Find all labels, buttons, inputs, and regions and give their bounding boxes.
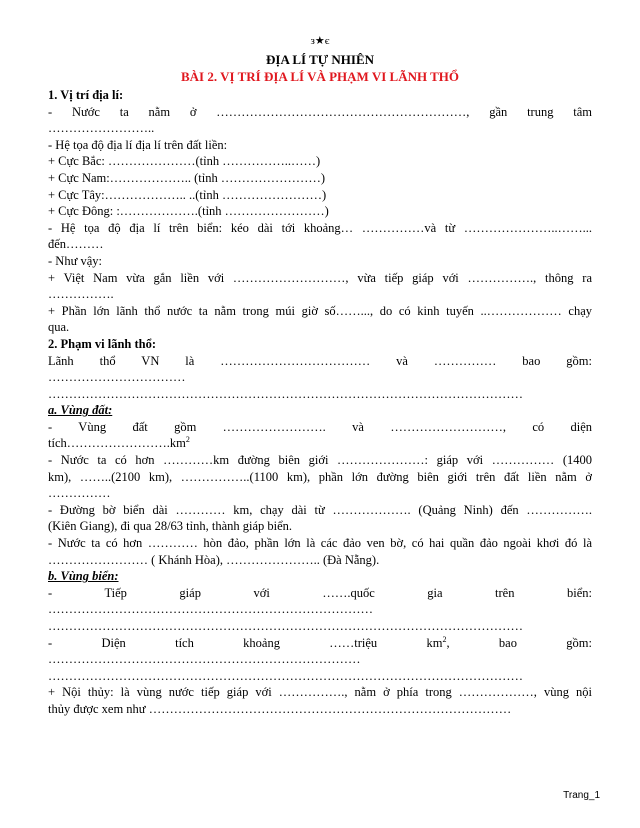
document-page — [48, 34, 592, 718]
text-line: + Cực Tây:……………….. ..(tỉnh ……………………) — [48, 187, 327, 202]
text-line: thủy được xem như …………………………………………………………………………… — [48, 701, 512, 716]
text-line: - Như vậy: — [48, 253, 102, 268]
lesson-title: BÀI 2. VỊ TRÍ ĐỊA LÍ VÀ PHẠM VI LÃNH THỔ — [181, 69, 459, 84]
text-line — [48, 635, 592, 652]
text-fragment: - Diện tích khoảng ……triệu km — [48, 635, 443, 650]
text-line: …………………………………………………………………… — [48, 602, 373, 617]
text-line: (Kiên Giang), đi qua 28/63 tỉnh, thành giáp biển. — [48, 519, 293, 534]
text-line: Lãnh thổ VN là ……………………………… và …………… bao gồm: — [48, 353, 592, 368]
superscript: 2 — [442, 634, 447, 644]
page-title: ĐỊA LÍ TỰ NHIÊN — [266, 52, 374, 67]
text-line: km), ……..(2100 km), ……………..(1100 km), phần lớn đường biên giới trên đất liền nằm ở — [48, 469, 592, 484]
text-line: …………………….. — [48, 121, 155, 136]
text-line: - Đường bờ biển dài ………… km, chạy dài từ ………………. (Quảng Ninh) đến ……………. — [48, 502, 592, 517]
text-line: + Nội thủy: là vùng nước tiếp giáp với ……………., nằm ở phía trong ………………, vùng nội — [48, 685, 592, 700]
text-line: ………………………………………………………………… — [48, 652, 361, 667]
superscript: 2 — [185, 435, 190, 445]
text-line: + Cực Nam:……………….. (tỉnh ……………………) — [48, 170, 326, 185]
text-line — [48, 435, 592, 452]
text-line: …………… — [48, 486, 111, 501]
text-line: + Cực Bắc: …………………(tỉnh ……………..……) — [48, 154, 321, 169]
text-line: - Hệ tọa độ địa lí địa lí trên đất liền: — [48, 137, 228, 152]
subsection-a-heading: a. Vùng đất: — [48, 403, 113, 418]
text-line: - Nước ta có hơn …………km đường biên giới …………………: giáp với …………… (1400 — [48, 453, 592, 468]
text-line: + Phần lớn lãnh thổ nước ta nằm trong múi giờ số……..., do có kinh tuyến ..……………… chạy — [48, 303, 592, 318]
text-line: đến……… — [48, 237, 104, 252]
text-line: - Tiếp giáp với …….quốc gia trên biển: — [48, 585, 592, 600]
subsection-b-heading: b. Vùng biển: — [48, 569, 119, 584]
section-1-heading: 1. Vị trí địa lí: — [48, 88, 124, 102]
text-line: - Hệ tọa độ địa lí trên biển: kéo dài tới khoảng… ……………và từ …………………..……... — [48, 220, 592, 235]
text-line: qua. — [48, 320, 70, 335]
page-number: Trang_1 — [563, 790, 600, 801]
text-line: + Cực Đông: :……………….(tỉnh ……………………) — [48, 204, 329, 219]
text-line: - Vùng đất gồm ……………………. và ………………………, có diện — [48, 419, 592, 434]
text-line: ……………. — [48, 287, 114, 302]
text-line: …………………………… — [48, 370, 186, 385]
text-line: …………………………………………………………………………………………………… — [48, 668, 523, 683]
text-fragment: tích…………………….km — [48, 436, 186, 451]
section-2-heading: 2. Phạm vi lãnh thổ: — [48, 336, 157, 351]
ornament: з★є — [310, 35, 330, 47]
text-fragment: , bao gồm: — [446, 635, 592, 650]
text-line: …………………… ( Khánh Hòa), ………………….. (Đà Nẵng). — [48, 552, 380, 567]
text-line: …………………………………………………………………………………………………… — [48, 386, 523, 401]
text-line: + Việt Nam vừa gắn liền với ………………………, vừa tiếp giáp với ……………., thông ra — [48, 270, 592, 285]
text-line: - Nước ta có hơn ………… hòn đảo, phần lớn là các đảo ven bờ, có hai quần đảo ngoài khơi đó là — [48, 536, 592, 551]
text-line: …………………………………………………………………………………………………… — [48, 619, 523, 633]
text-line: - Nước ta nằm ở ……………………………………………………, gần trung tâm — [48, 104, 592, 119]
